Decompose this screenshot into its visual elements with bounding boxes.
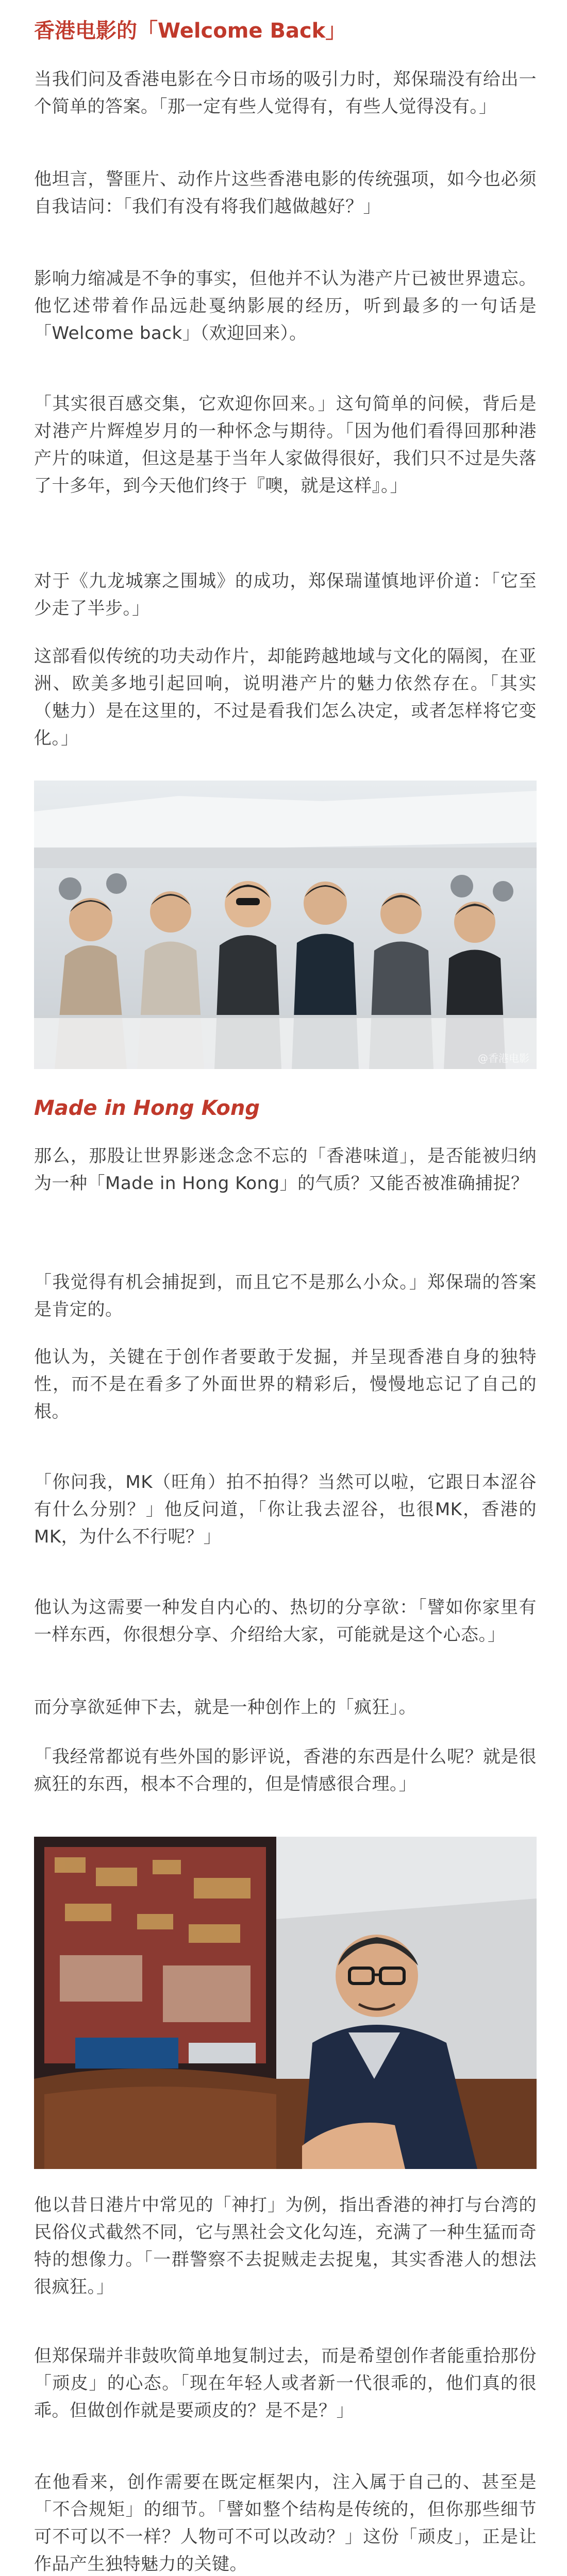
paragraph: 「我经常都说有些外国的影评说，香港的东西是什么呢？就是很疯狂的东西，根本不合理的，但是情感很合理。」	[34, 1747, 537, 1794]
paragraph: 在他看来，创作需要在既定框架内，注入属于自己的、甚至是「不合规矩」的细节。「譬如整个结构是传统的，但你那些细节可不可以不一样？人物可不可以改动？」这份「顽皮」，正是让作品产生独特魅力的关键。	[34, 2472, 537, 2574]
watermark: @香港电影	[478, 1052, 529, 1064]
paragraph: 「其实很百感交集，它欢迎你回来。」这句简单的问候，背后是对港产片辉煌岁月的一种怀念与期待。「因为他们看得回那种港产片的味道，但这是基于当年人家做得很好，我们只不过是失落了十多年，到今天他们终于『噢，就是这样』。」	[34, 394, 537, 496]
paragraph: 影响力缩减是不争的事实，但他并不认为港产片已被世界遗忘。他忆述带着作品远赴戛纳影展的经历，听到最多的一句话是「Welcome back」（欢迎回来）。	[34, 268, 537, 344]
paragraph: 「你问我，MK（旺角）拍不拍得？当然可以啦，它跟日本涩谷有什么分别？」他反问道，「你让我去涩谷，也很MK，香港的MK，为什么不行呢？」	[34, 1472, 537, 1547]
section-heading-welcome-back: 香港电影的「Welcome Back」	[34, 19, 346, 43]
paragraph: 但郑保瑞并非鼓吹简单地复制过去，而是希望创作者能重拾那份「顽皮」的心态。「现在年轻人或者新一代很乖的，他们真的很乖。但做创作就是要顽皮的？是不是？」	[34, 2346, 537, 2421]
section-heading-made-in-hong-kong: Made in Hong Kong	[34, 1096, 260, 1120]
paragraph: 这部看似传统的功夫动作片，却能跨越地域与文化的隔阂，在亚洲、欧美多地引起回响，说明港产片的魅力依然存在。「其实（魅力）是在这里的，不过是看我们怎么决定，或者怎样将它变化。」	[34, 646, 537, 749]
paragraph: 而分享欲延伸下去，就是一种创作上的「疯狂」。	[34, 1697, 416, 1718]
paragraph: 那么，那股让世界影迷念念不忘的「香港味道」，是否能被归纳为一种「Made in Hong Kong」的气质？又能否被准确捕捉？	[34, 1146, 537, 1194]
paragraph: 他认为这需要一种发自内心的、热切的分享欲：「譬如你家里有一样东西，你很想分享、介绍给大家，可能就是这个心态。」	[34, 1597, 537, 1645]
cast-group-photo	[34, 781, 537, 1069]
photo-cast-group-icon	[34, 781, 537, 1069]
paragraph: 「我觉得有机会捕捉到，而且它不是那么小众。」郑保瑞的答案是肯定的。	[34, 1272, 537, 1320]
paragraph: 他认为，关键在于创作者要敢于发掘，并呈现香港自身的独特性，而不是在看多了外面世界的精彩后，慢慢地忘记了自己的根。	[34, 1347, 537, 1422]
paragraph: 他坦言，警匪片、动作片这些香港电影的传统强项，如今也必须自我诘问：「我们有没有将我们越做越好？」	[34, 169, 537, 217]
paragraph: 当我们问及香港电影在今日市场的吸引力时，郑保瑞没有给出一个简单的答案。「那一定有些人觉得有，有些人觉得没有。」	[34, 69, 537, 117]
paragraph: 对于《九龙城寨之围城》的成功，郑保瑞谨慎地评价道：「它至少走了半步。」	[34, 571, 537, 619]
photo-director-interview-icon	[34, 1837, 537, 2169]
director-interview-photo	[34, 1837, 537, 2169]
paragraph: 他以昔日港片中常见的「神打」为例，指出香港的神打与台湾的民俗仪式截然不同，它与黑社会文化勾连，充满了一种生猛而奇特的想像力。「一群警察不去捉贼走去捉鬼，其实香港人的想法很疯狂。」	[34, 2195, 537, 2297]
